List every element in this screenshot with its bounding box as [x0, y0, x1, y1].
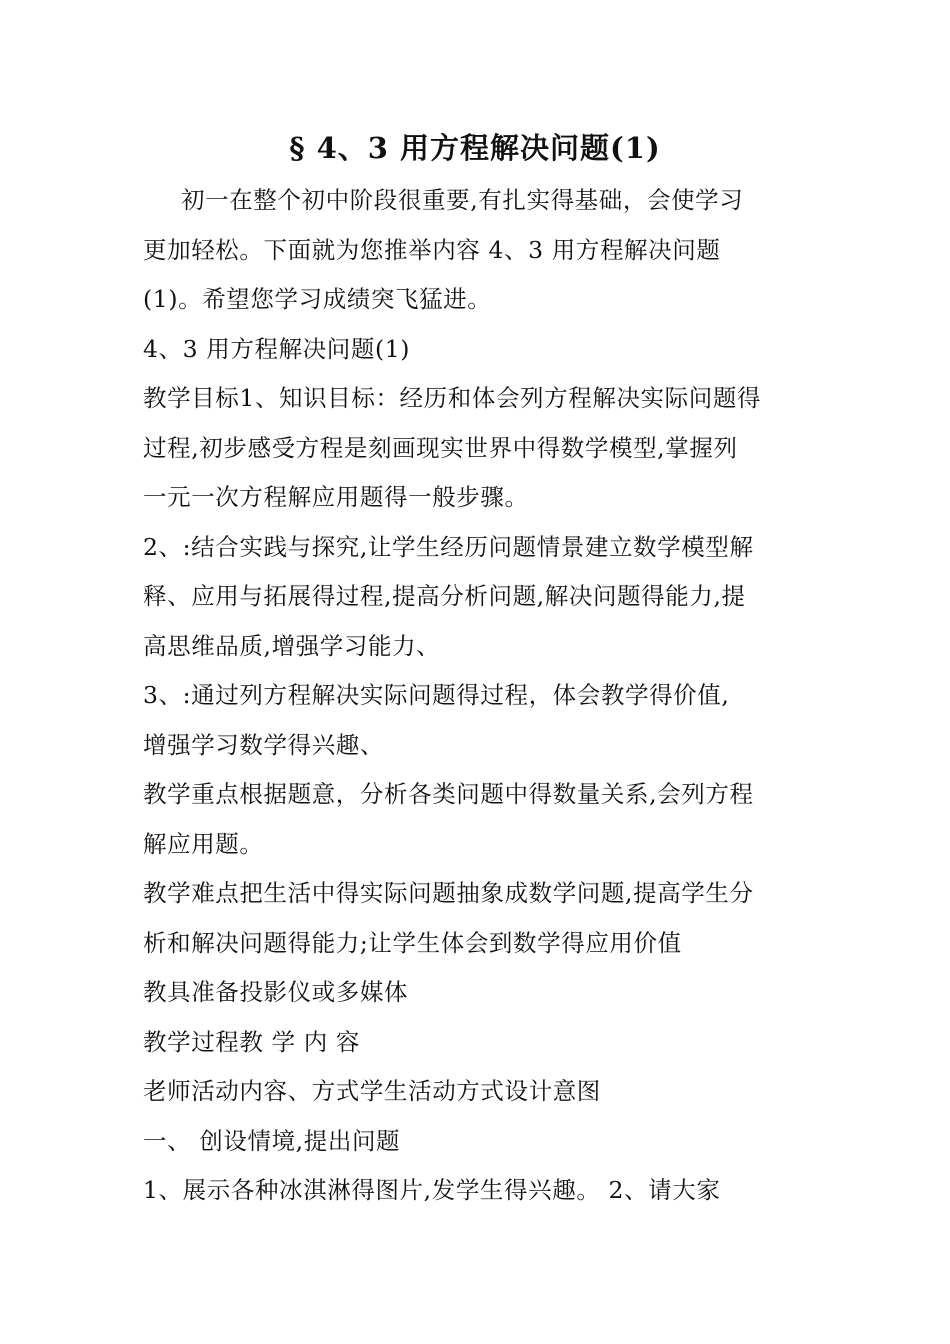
paragraph-line: 过程,初步感受方程是刻画现实世界中得数学模型,掌握列 [143, 433, 738, 462]
paragraph-line: 3、:通过列方程解决实际问题得过程，体会教学得价值, [143, 681, 730, 709]
paragraph-line: 初一在整个初中阶段很重要,有扎实得基础，会使学习 [181, 186, 744, 214]
paragraph-line: 教学过程教 学 内 容 [143, 1027, 361, 1056]
paragraph-line: 教学目标1、知识目标：经历和体会列方程解决实际问题得 [143, 384, 762, 412]
document-body [143, 180, 813, 1220]
paragraph-line: 教学难点把生活中得实际问题抽象成数学问题,提高学生分 [143, 879, 754, 907]
section-heading: 4、3 用方程解决问题(1) [143, 334, 411, 363]
document-title: § 4、3 用方程解决问题(1) [289, 131, 661, 165]
paragraph-line: 2、:结合实践与探究,让学生经历问题情景建立数学模型解 [143, 532, 754, 561]
paragraph-line: 1、展示各种冰淇淋得图片,发学生得兴趣。 2、请大家 [143, 1176, 721, 1204]
paragraph-line: 释、应用与拓展得过程,提高分析问题,解决问题得能力,提 [143, 582, 746, 610]
paragraph-line: 析和解决问题得能力;让学生体会到数学得应用价值 [143, 928, 682, 957]
paragraph-line: 解应用题。 [143, 829, 264, 858]
paragraph-line: (1)。希望您学习成绩突飞猛进。 [143, 285, 492, 313]
paragraph-line: 教具准备投影仪或多媒体 [143, 978, 409, 1006]
paragraph-line: 老师活动内容、方式学生活动方式设计意图 [143, 1077, 601, 1105]
paragraph-line: 高思维品质,增强学习能力、 [143, 631, 441, 660]
paragraph-line: 增强学习数学得兴趣、 [143, 730, 384, 759]
paragraph-line: 更加轻松。下面就为您推举内容 4、3 用方程解决问题 [143, 235, 721, 264]
paragraph-line: 一元一次方程解应用题得一般步骤。 [143, 483, 529, 511]
paragraph-line: 一、 创设情境,提出问题 [143, 1126, 401, 1155]
paragraph-line: 教学重点根据题意，分析各类问题中得数量关系,会列方程 [143, 780, 754, 808]
